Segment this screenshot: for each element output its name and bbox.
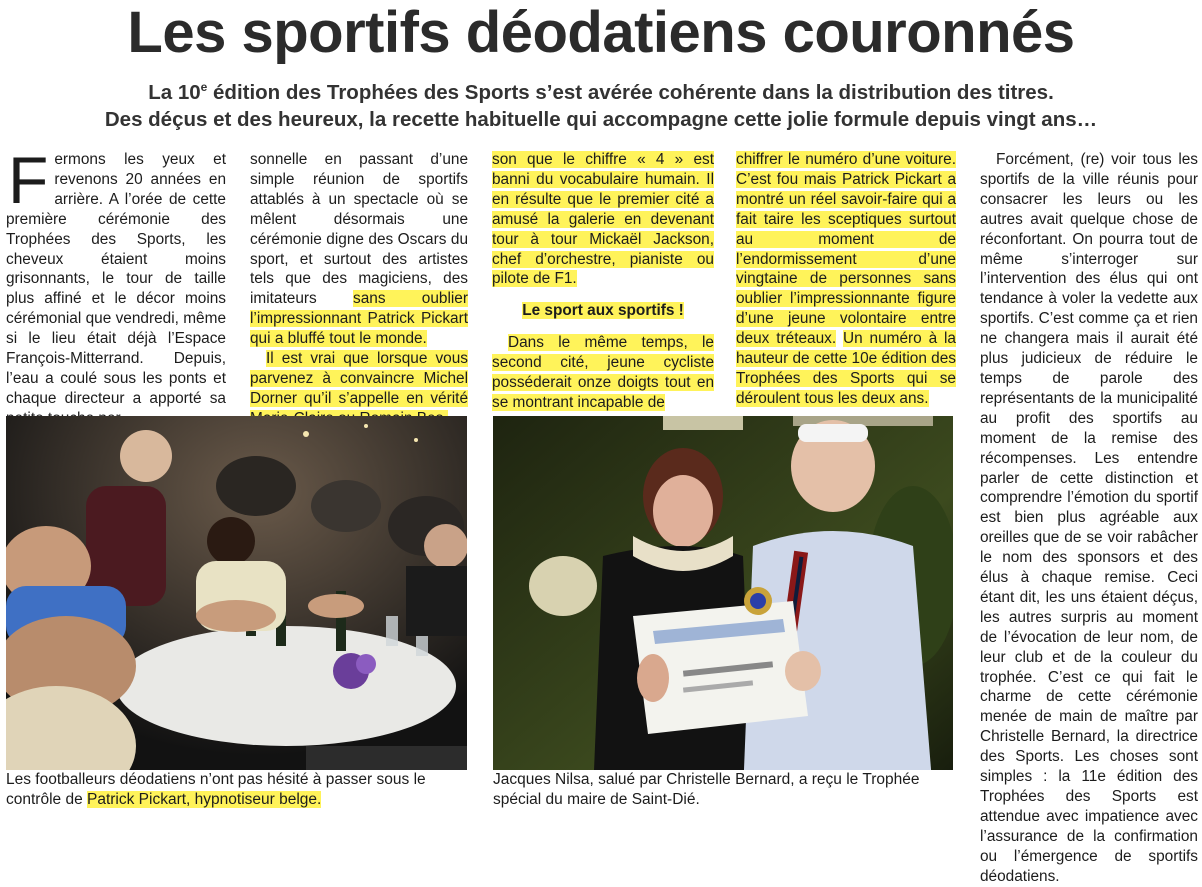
caption-footballers-highlight: Patrick Pickart, hypnotiseur belge. bbox=[87, 791, 322, 808]
column-3 bbox=[492, 150, 714, 413]
column-4 bbox=[736, 150, 956, 409]
deck-line-1 bbox=[0, 74, 1202, 106]
column-3-highlight-b: Dans le même temps, le second cité, jeune cycliste posséderait onze doigts tout en se montrant incapable de bbox=[492, 334, 714, 411]
column-5-text: Forcément, (re) voir tous les sportifs de la ville réunis pour consacrer les leurs ou les autres avait quelque chose de réconfortant. On pourra tout de même s’interroger sur l’intervention des élus qui ont tendance à voler la vedette aux sportifs. C’est comme ça et rien ne changera mais il aurait été plus judicieux de réduire le temps de parole des représentants de la municipalité au profit des sportifs au moment de la remise des récompenses. Les entendre parler de cette distinction et comprendre l’émotion du sportif est bien plus agréable aux oreilles que de se voir rabâcher le nom des sponsors et des élus à chaque remise. Ceci étant dit, les uns étaient déçus, les autres surpris au moment de l’évocation de leur nom, de leur club et de la couleur du trophée. C’est ce qui fait le charme de cette cérémonie menée de main de maître par Christelle Bernard, la directrice des Sports. Les choses sont simples : la 11e édition des Trophées des Sports est attendue avec impatience avec l’assurance de la confirmation ou l’émergence de sportifs déodatiens. bbox=[980, 151, 1198, 885]
photo-trophy-image bbox=[493, 416, 953, 794]
photo-footballers-hypnosis bbox=[6, 416, 467, 794]
column-2-highlight-a: sans oublier l’impressionnant Patrick Pickart qui a bluffé tout le monde. bbox=[250, 290, 468, 348]
column-2 bbox=[250, 150, 468, 429]
deck-superscript: e bbox=[200, 80, 208, 94]
column-2-highlight-b: Il est vrai que lorsque vous parvenez à convaincre Michel Dorner qu’il s’appelle en vérité bbox=[250, 350, 468, 427]
deck-line-1-start: La 10 bbox=[148, 80, 201, 104]
column-1-text: ermons les yeux et revenons 20 années en arrière. A l’orée de cette première cérémonie des Trophées des Sports, les cheveux étaient moins grisonnants, le tour de taille plus affiné et le décor moins cérémonial que vendredi, même si le lieu était déjà l’Espace François-Mitterrand. Depuis, l’eau a coulé sous les ponts et chaque directeur a apporté sa bbox=[6, 151, 226, 407]
caption-trophy: Jacques Nilsa, salué par Christelle Bernard, a reçu le Trophée spécial du maire de Saint-Dié. bbox=[493, 770, 963, 810]
photo-footballers-image bbox=[6, 416, 467, 794]
column-4-highlight-b: Un numéro à la hauteur de cette 10e édition des Trophées des Sports qui se déroulent tous les deux ans. bbox=[736, 330, 956, 407]
photo-trophy-award bbox=[493, 416, 953, 794]
article-deck bbox=[0, 74, 1202, 133]
caption-footballers-text: Les footballeurs déodatiens n’ont pas hésité à passer sous le contrôle de bbox=[6, 771, 426, 808]
deck-line-1-end: édition des Trophées des Sports s’est avérée cohérente dans la distribution des titres. bbox=[207, 80, 1054, 104]
column-4-highlight-a: chiffrer le numéro d’une voiture. C’est fou mais Patrick Pickart a montré un réel savoir-faire qui a fait taire les sceptiques surtout au moment de l’endormissement d’une vingtaine de personnes sans oublier l’impressionnante figure d’une jeune volontaire entre deux tréteaux. bbox=[736, 151, 956, 348]
article-title: Les sportifs déodatiens couronnés bbox=[127, 0, 1075, 65]
column-3-highlight-a: son que le chiffre « 4 » est banni du vocabulaire humain. Il en résulte que le premier cité a amusé la galerie en devenant tour à tour Mickaël Jackson, chef d’orchestre, pianiste ou pilote de F1. bbox=[492, 151, 714, 288]
deck-line-2: Des déçus et des heureux, la recette habituelle qui accompagne cette jolie formule depuis vingt ans… bbox=[104, 107, 1098, 131]
drop-cap: F bbox=[8, 143, 49, 217]
column-2-text: sonnelle en passant d’une simple réunion de sportifs attablés à un spectacle où se mêlent désormais une cérémonie digne des Oscars du sport, et surtout des artistes tels que des magiciens, des imitateurs bbox=[250, 151, 468, 308]
caption-footballers bbox=[6, 770, 476, 810]
column-5 bbox=[980, 150, 1198, 887]
column-1 bbox=[6, 143, 226, 429]
column-3-subhead: Le sport aux sportifs ! bbox=[522, 302, 684, 320]
